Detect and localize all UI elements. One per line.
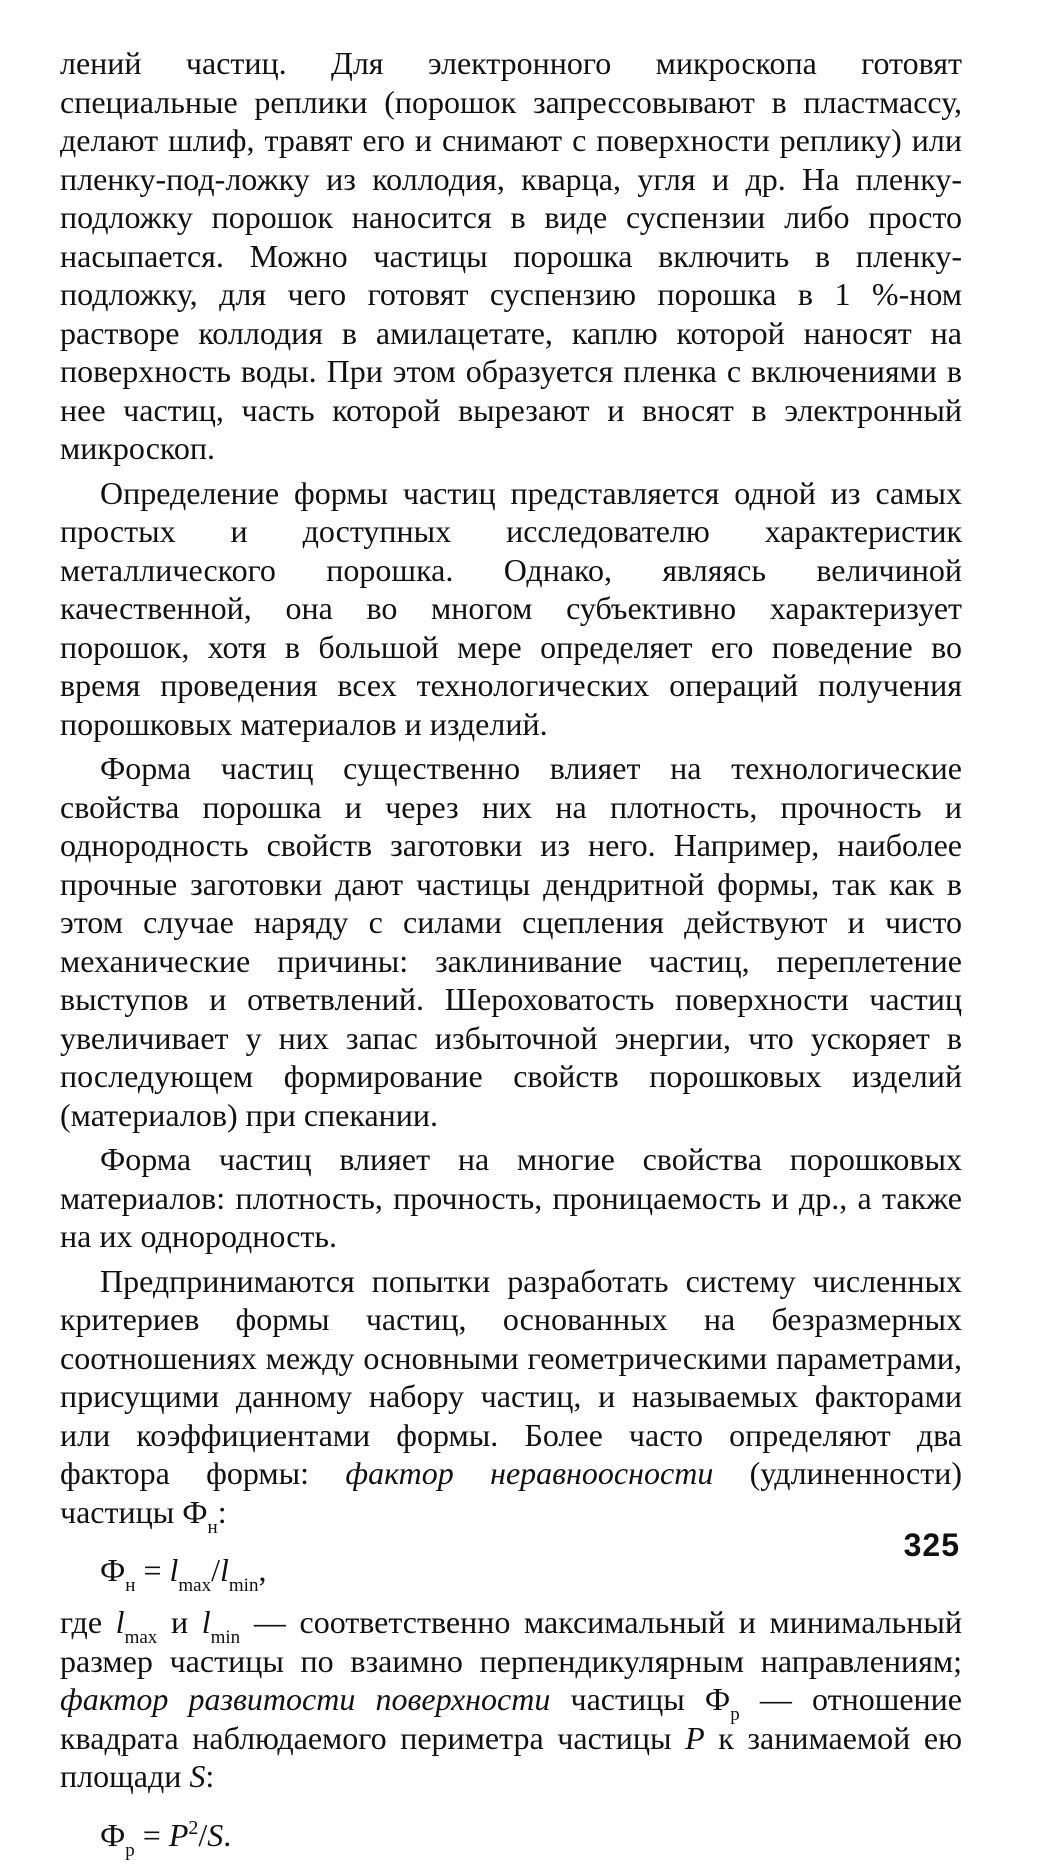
paragraph-material-properties: Форма частиц влияет на многие свойства порошковых материалов: плотность, прочность, проницаемость и др., а также на их однородность. (60, 1141, 962, 1254)
subscript-r: р (730, 1704, 740, 1725)
formula1-symbol-sub: н (125, 1575, 136, 1596)
formula1-denominator: l (220, 1552, 229, 1588)
explanation-text-g: : (205, 1758, 215, 1794)
lmax-sub: max (124, 1627, 158, 1648)
formula2-symbol-sub: р (125, 1839, 135, 1861)
perimeter-symbol: P (685, 1719, 705, 1756)
page-number: 325 (903, 1527, 960, 1563)
formula-nonequiaxiality (100, 1551, 962, 1596)
term-nonequiaxiality: фактор неравноосности (345, 1455, 714, 1491)
lmax-symbol: l (115, 1604, 125, 1640)
formula-surface-development (100, 1816, 962, 1861)
paragraph-formula-explanation (60, 1603, 962, 1796)
formula1-equals: = (135, 1552, 170, 1588)
paragraph-shape-factors (60, 1262, 962, 1538)
explanation-text-b: и (157, 1604, 202, 1640)
explanation-text-e: — отношение квадрата наблюдаемого периметра частицы (60, 1681, 962, 1756)
page-body (60, 44, 962, 1868)
formula1-tail: , (258, 1552, 267, 1588)
lmin-symbol: l (201, 1604, 211, 1640)
formula1-numerator-sub: max (178, 1575, 212, 1596)
formula2-equals: = (134, 1816, 169, 1853)
explanation-text-f: к занимаемой ею площади (60, 1719, 963, 1794)
lmin-sub: min (210, 1627, 241, 1648)
formula1-slash: / (211, 1552, 220, 1588)
formula2-power: 2 (188, 1816, 199, 1839)
term-surface-development: фактор развитости поверхности (60, 1681, 551, 1717)
shape-factors-mid: (удлиненности) частицы Ф (60, 1455, 962, 1530)
formula1-denominator-sub: min (228, 1575, 259, 1596)
formula2-area: S (207, 1816, 224, 1853)
explanation-text-c: — соответственно максимальный и минимальный размер частицы по взаимно перпендикулярным направлениям; (60, 1604, 962, 1679)
formula1-numerator: l (169, 1552, 179, 1588)
formula1-symbol: Ф (100, 1552, 126, 1588)
subscript-n: н (207, 1516, 218, 1538)
explanation-text-d: частицы Ф (550, 1681, 731, 1717)
area-symbol: S (189, 1758, 206, 1794)
explanation-text-a: где (60, 1604, 116, 1640)
paragraph-electron-microscope: лений частиц. Для электронного микроскопа готовят специальные реплики (порошок запрессовывают в пластмассу, делают шлиф, травят его и снимают с поверхности реплику) или пленку-под-ложку из коллодия, кварца, угля и др. На пленку-подложку порошок наносится в виде суспензии либо просто насыпается. Можно частицы порошка включить в пленку-подложку, для чего готовят суспензию порошка в 1 %-ном растворе коллодия в амилацетате, каплю которой наносят на поверхность воды. При этом образуется пленка с включениями в нее частиц, часть которой вырезают и вносят в электронный микроскоп. (60, 45, 962, 466)
formula2-perimeter: P (168, 1816, 189, 1853)
shape-factors-text: Предпринимаются попытки разработать систему численных критериев формы частиц, основанных на безразмерных соотношениях между основными геометрическими параметрами, присущими данному набору частиц, и называемых факторами или коэффициентами формы. Более часто определяют два фактора формы: (60, 1262, 962, 1491)
paragraph-shape-influence: Форма частиц существенно влияет на технологические свойства порошка и через них на плотность, прочность и однородность свойств заготовки из него. Например, наиболее прочные заготовки дают частицы дендритной формы, так как в этом случае наряду с силами сцепления действуют и чисто механические причины: заклинивание частиц, переплетение выступов и ответвлений. Шероховатость поверхности частиц увеличивает у них запас избыточной энергии, что ускоряет в последующем формирование свойств порошковых изделий (материалов) при спекании. (60, 750, 962, 1133)
formula2-tail: . (223, 1816, 232, 1853)
paragraph-particle-shape-definition: Определение формы частиц представляется одной из самых простых и доступных исследователю характеристик металлического порошка. Однако, являясь величиной качественной, она во многом субъективно характеризует порошок, хотя в большой мере определяет его поведение во время проведения всех технологических операций получения порошковых материалов и изделий. (60, 474, 962, 742)
formula2-symbol: Ф (100, 1816, 126, 1853)
shape-factors-end: : (217, 1493, 227, 1530)
formula2-slash: / (198, 1816, 208, 1853)
